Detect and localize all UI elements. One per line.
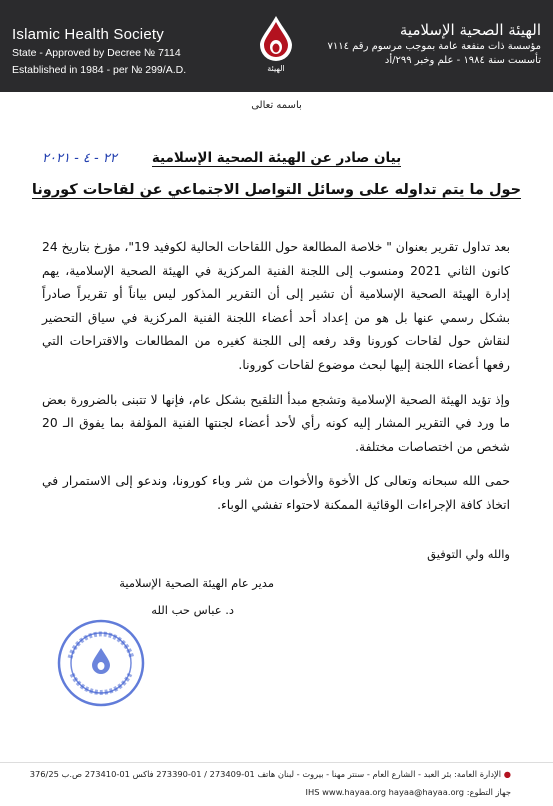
org-name-english: Islamic Health Society bbox=[12, 26, 164, 43]
signature-block bbox=[44, 570, 274, 624]
letterhead-arabic bbox=[327, 20, 541, 68]
footer-address: الإدارة العامة: بئر العبد - الشارع العام - سنتر مهنا - بيروت - لبنان هاتف 01-273409 / 01-273390 فاكس 01-273410 ص.ب 376/25 bbox=[29, 769, 502, 779]
statement-title-text: بيان صادر عن الهيئة الصحية الإسلامية bbox=[151, 150, 402, 166]
established-line-arabic: تأسست سنة ١٩٨٤ - علم وخبر ٢٩٩/أد bbox=[384, 55, 541, 66]
drop-logo-icon bbox=[256, 14, 296, 62]
signer-title: مدير عام الهيئة الصحية الإسلامية bbox=[119, 576, 274, 590]
org-name-arabic: الهيئة الصحية الإسلامية bbox=[399, 21, 541, 39]
signer-name: د. عباس حب الله bbox=[151, 603, 234, 617]
decree-line-arabic: مؤسسة ذات منفعة عامة بموجب مرسوم رقم ٧١١٤ bbox=[327, 41, 541, 52]
handwritten-date: ٢٢ - ٤ - ٢٠٢١ bbox=[42, 151, 117, 166]
established-line-english: Established in 1984 - per № 299/A.D. bbox=[12, 64, 187, 76]
letterhead-english bbox=[12, 26, 186, 78]
paragraph: وإذ تؤيد الهيئة الصحية الإسلامية وتشجع مبدأ التلقيح بشكل عام، فإنها لا تتبنى بالضرورة بعض ما ورد في التقرير المشار إليه كونه رأي لأحد أعضاء لجنتها الفنية المؤلفة بما يفوق الـ 20 شخص من اختصاصات مختلفة. bbox=[42, 392, 510, 454]
statement-body bbox=[42, 236, 510, 529]
statement-subject-text: حول ما يتم تداوله على وسائل التواصل الاجتماعي عن لقاحات كورونا bbox=[31, 182, 522, 198]
decree-line-english: State - Approved by Decree № 7114 bbox=[12, 47, 181, 59]
letter-footer bbox=[0, 762, 553, 806]
footer-web-row bbox=[306, 787, 511, 797]
paragraph: حمى الله سبحانه وتعالى كل الأخوة والأخوات من شر وباء كورونا، وندعو إلى الاستمرار في اتخاذ كافة الإجراءات الوقائية الممكنة لاحتواء تفشي الوباء. bbox=[42, 474, 510, 512]
stamp-seal-icon bbox=[56, 618, 146, 708]
logo-caption: الهيئة bbox=[267, 64, 285, 73]
org-logo bbox=[251, 14, 301, 78]
footer-web: جهاز التطوع: IHS www.hayaa.org hayaa@hayaa.org bbox=[305, 787, 511, 797]
paragraph: بعد تداول تقرير بعنوان " خلاصة المطالعة حول اللقاحات الحالية لكوفيد 19"، مؤرخ بتاريخ 24 كانون الثاني 2021 ومنسوب إلى اللجنة الفنية المركزية في الهيئة الصحية الإسلامية، يهم إدارة الهيئة الصحية الإسلامية أن تشير إلى أن التقرير المذكور ليس بياناً أو تقريراً صادراً بشكل رسمي عنها بل هو من إعداد أحد أعضاء اللجنة الفنية المركزية في سياق التحضير لنقاش حول لقاحات كورونا وقد رفعه إلى اللجنة كغيره من المطالعات والاقتراحات التي رفعها أعضاء اللجنة إليها لبحث موضوع لقاحات كورونا. bbox=[42, 240, 510, 372]
footer-address-row bbox=[30, 769, 511, 779]
footer-bullet-icon: ● bbox=[501, 769, 511, 779]
letterhead bbox=[0, 0, 553, 92]
official-stamp bbox=[56, 618, 146, 708]
statement-subject bbox=[0, 182, 553, 198]
statement-title bbox=[0, 150, 553, 166]
closing-phrase: والله ولي التوفيق bbox=[427, 547, 510, 561]
basmala: باسمه تعالى bbox=[251, 100, 302, 111]
